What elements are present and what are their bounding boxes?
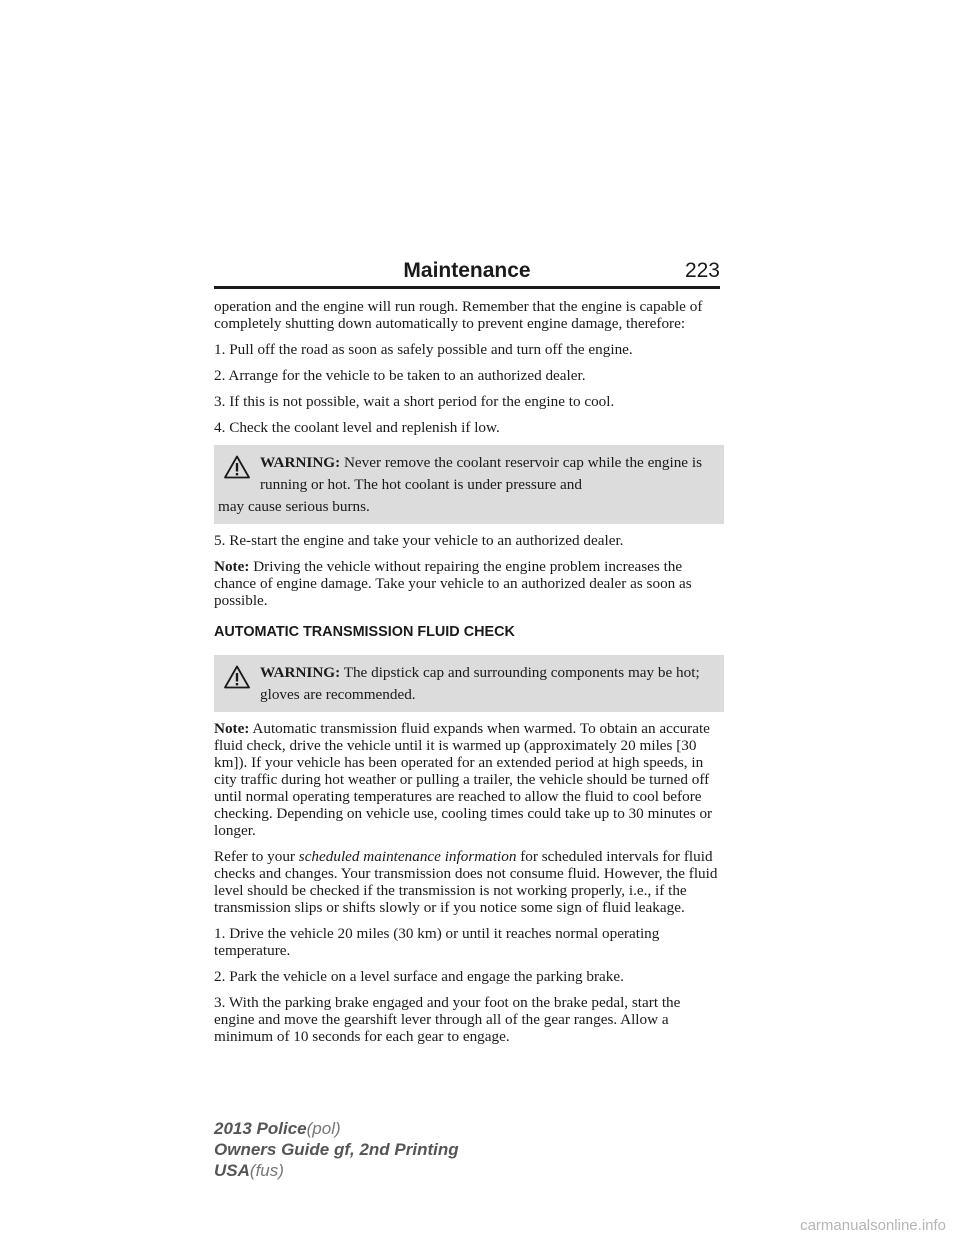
step-item: 1. Pull off the road as soon as safely possible and turn off the engine. xyxy=(214,341,633,358)
watermark-text: carmanualsonline.info xyxy=(800,1217,946,1234)
page-content xyxy=(214,298,724,1054)
step-item: 4. Check the coolant level and replenish if low. xyxy=(214,419,500,436)
section-title: Maintenance xyxy=(403,259,531,282)
footer-guide: Owners Guide gf, 2nd Printing xyxy=(214,1140,459,1159)
warning-text: The dipstick cap and surrounding components may be hot; gloves are recommended. xyxy=(260,664,700,703)
step-item: 1. Drive the vehicle 20 miles (30 km) or until it reaches normal operating temperature. xyxy=(214,925,660,959)
warning-box xyxy=(214,655,724,712)
warning-label: WARNING: xyxy=(260,664,341,681)
note-text: Automatic transmission fluid expands when warmed. To obtain an accurate fluid check, drive the vehicle until it is warmed up (approximately 20 miles [30 km]). If your vehicle has been operated for an extended period at high speeds, in city traffic during hot weather or pulling a trailer, the vehicle should be turned off until normal operating temperatures are reached to allow the fluid to cool before checking. Depending on vehicle use, cooling times could take up to 30 minutes or longer. xyxy=(214,720,713,839)
page-footer xyxy=(214,1118,614,1181)
page-header xyxy=(214,256,720,288)
warning-text: Never remove the coolant reservoir cap while the engine is running or hot. The hot coolant is under pressure and xyxy=(260,454,702,493)
intro-paragraph: operation and the engine will run rough. Remember that the engine is capable of completely shutting down automatically to prevent engine damage, therefore: xyxy=(214,298,703,332)
refer-paragraph xyxy=(214,848,724,916)
note-label: Note: xyxy=(214,720,250,737)
note-label: Note: xyxy=(214,558,250,575)
refer-suffix: for scheduled intervals for fluid checks and changes. Your transmission does not consume fluid. However, the fluid level should be checked if the transmission is not working properly, i.e., if the transmission slips or shifts slowly or if you notice some sign of fluid leakage. xyxy=(214,848,718,916)
header-rule xyxy=(214,286,720,289)
refer-link-text: scheduled maintenance information xyxy=(298,848,517,865)
step-item: 3. With the parking brake engaged and your foot on the brake pedal, start the engine and move the gearshift lever through all of the gear ranges. Allow a minimum of 10 seconds for each gear to engage. xyxy=(214,994,681,1045)
note-paragraph xyxy=(214,720,724,839)
footer-market-code: (fus) xyxy=(249,1161,284,1180)
note-paragraph xyxy=(214,558,724,609)
footer-model-code: (pol) xyxy=(306,1119,341,1138)
warning-triangle-icon xyxy=(224,455,250,479)
footer-market: USA xyxy=(214,1161,250,1180)
step-item: 2. Park the vehicle on a level surface and engage the parking brake. xyxy=(214,968,624,985)
warning-text-continuation: may cause serious burns. xyxy=(218,498,370,515)
warning-label: WARNING: xyxy=(260,454,341,471)
step-item: 3. If this is not possible, wait a short period for the engine to cool. xyxy=(214,393,615,410)
footer-model: 2013 Police xyxy=(214,1119,307,1138)
step-item: 2. Arrange for the vehicle to be taken to an authorized dealer. xyxy=(214,367,586,384)
warning-triangle-icon xyxy=(224,665,250,689)
warning-box xyxy=(214,445,724,524)
section-heading: AUTOMATIC TRANSMISSION FLUID CHECK xyxy=(214,624,515,640)
step-item: 5. Re-start the engine and take your vehicle to an authorized dealer. xyxy=(214,532,624,549)
note-text: Driving the vehicle without repairing the engine problem increases the chance of engine damage. Take your vehicle to an authorized dealer as soon as possible. xyxy=(214,558,692,609)
refer-prefix: Refer to your xyxy=(214,848,299,865)
page-number: 223 xyxy=(684,259,720,282)
